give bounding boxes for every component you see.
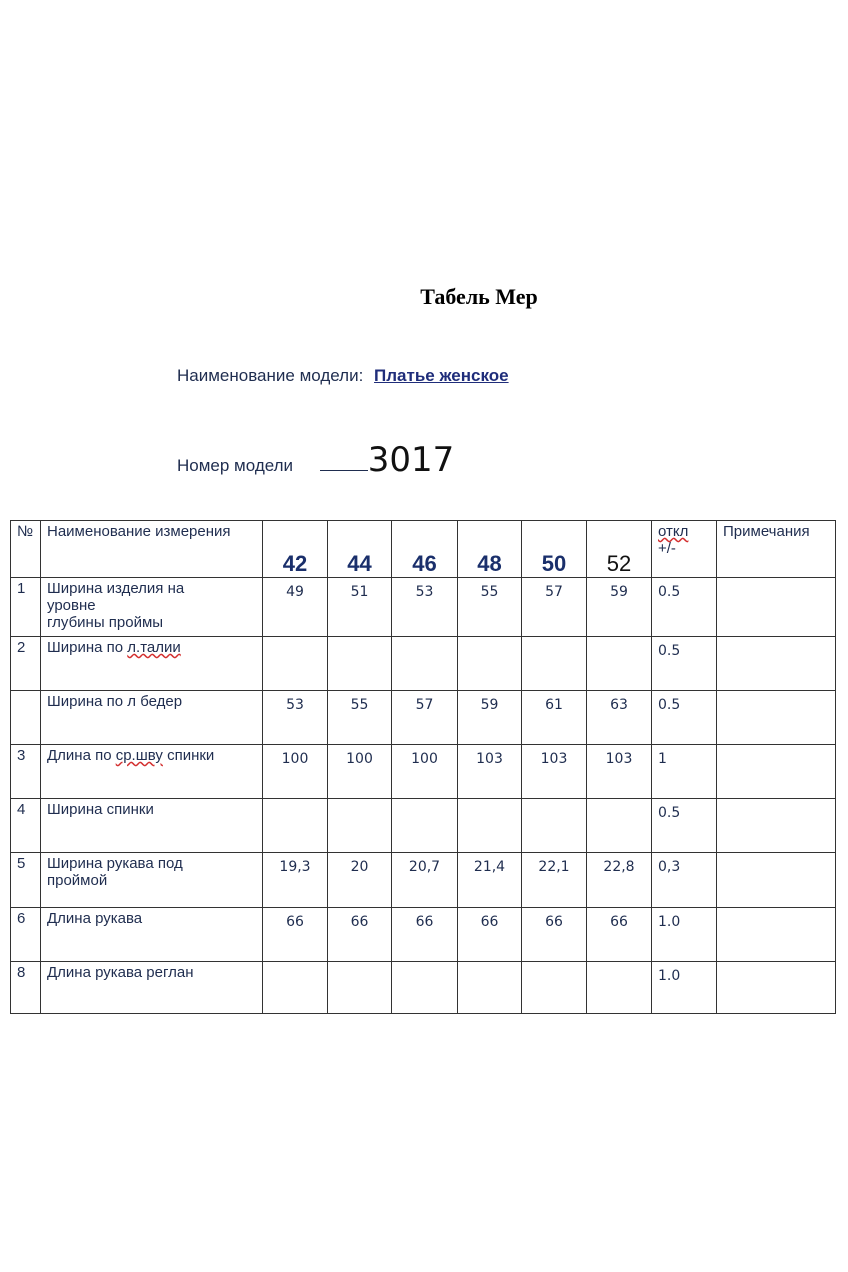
model-name-label: Наименование модели: xyxy=(177,366,364,385)
value-cell: 53 xyxy=(263,691,328,745)
value-cell xyxy=(263,799,328,853)
table-header-row xyxy=(11,521,836,578)
value-cell: 103 xyxy=(522,745,587,799)
tolerance-cell: 0.5 xyxy=(652,578,717,637)
header-no: № xyxy=(11,521,41,578)
notes-cell xyxy=(717,745,836,799)
value-cell: 66 xyxy=(328,908,392,962)
row-name: Длина рукава xyxy=(41,908,263,962)
row-name-spellcheck: л.талии xyxy=(127,639,181,656)
notes-cell xyxy=(717,578,836,637)
value-cell: 66 xyxy=(392,908,458,962)
header-size-44: 44 xyxy=(328,521,392,578)
tolerance-cell: 0.5 xyxy=(652,799,717,853)
model-name-line xyxy=(177,366,509,386)
row-name xyxy=(41,637,263,691)
value-cell: 61 xyxy=(522,691,587,745)
value-cell: 100 xyxy=(263,745,328,799)
row-name-line: Ширина изделия на xyxy=(47,580,185,597)
header-size-50: 50 xyxy=(522,521,587,578)
value-cell xyxy=(522,637,587,691)
value-cell: 51 xyxy=(328,578,392,637)
value-cell xyxy=(458,637,522,691)
value-cell xyxy=(392,799,458,853)
value-cell: 103 xyxy=(587,745,652,799)
tolerance-cell: 1 xyxy=(652,745,717,799)
table-row xyxy=(11,908,836,962)
value-cell xyxy=(587,962,652,1014)
tolerance-cell: 0.5 xyxy=(652,637,717,691)
value-cell: 66 xyxy=(587,908,652,962)
value-cell: 55 xyxy=(458,578,522,637)
value-cell: 22,8 xyxy=(587,853,652,908)
row-name-part: спинки xyxy=(162,747,215,764)
value-cell: 59 xyxy=(587,578,652,637)
row-name-spellcheck: ср.шву xyxy=(115,747,163,764)
row-name xyxy=(41,853,263,908)
value-cell: 66 xyxy=(263,908,328,962)
header-tolerance-line2: +/- xyxy=(658,540,676,557)
value-cell: 103 xyxy=(458,745,522,799)
value-cell: 55 xyxy=(328,691,392,745)
model-number-blank-line xyxy=(320,448,368,471)
row-name-line: глубины проймы xyxy=(47,614,164,631)
notes-cell xyxy=(717,691,836,745)
value-cell: 21,4 xyxy=(458,853,522,908)
value-cell: 66 xyxy=(522,908,587,962)
value-cell: 19,3 xyxy=(263,853,328,908)
value-cell: 59 xyxy=(458,691,522,745)
header-tolerance-line1: откл xyxy=(658,523,689,540)
value-cell xyxy=(328,637,392,691)
value-cell xyxy=(587,637,652,691)
row-no: 2 xyxy=(11,637,41,691)
row-name: Ширина спинки xyxy=(41,799,263,853)
row-no: 8 xyxy=(11,962,41,1014)
value-cell: 66 xyxy=(458,908,522,962)
model-number-value: 3017 xyxy=(367,440,455,480)
row-no: 5 xyxy=(11,853,41,908)
value-cell: 22,1 xyxy=(522,853,587,908)
row-name: Длина рукава реглан xyxy=(41,962,263,1014)
value-cell: 100 xyxy=(328,745,392,799)
tolerance-cell: 0.5 xyxy=(652,691,717,745)
measurements-table xyxy=(10,520,836,1014)
value-cell: 57 xyxy=(392,691,458,745)
value-cell: 57 xyxy=(522,578,587,637)
table-row xyxy=(11,853,836,908)
model-number-label: Номер модели xyxy=(177,456,294,475)
notes-cell xyxy=(717,962,836,1014)
header-size-52: 52 xyxy=(587,521,652,578)
value-cell xyxy=(328,962,392,1014)
row-name: Ширина по л бедер xyxy=(41,691,263,745)
table-row xyxy=(11,799,836,853)
notes-cell xyxy=(717,799,836,853)
row-name-line: уровне xyxy=(47,597,96,614)
value-cell xyxy=(328,799,392,853)
row-no: 4 xyxy=(11,799,41,853)
row-name-part: Ширина по xyxy=(47,639,128,656)
table-row xyxy=(11,637,836,691)
row-no xyxy=(11,691,41,745)
table-row xyxy=(11,691,836,745)
value-cell xyxy=(392,637,458,691)
value-cell: 49 xyxy=(263,578,328,637)
value-cell xyxy=(587,799,652,853)
row-no: 1 xyxy=(11,578,41,637)
table-row xyxy=(11,962,836,1014)
header-name: Наименование измерения xyxy=(41,521,263,578)
header-notes: Примечания xyxy=(717,521,836,578)
notes-cell xyxy=(717,908,836,962)
value-cell xyxy=(522,962,587,1014)
document-title: Табель Мер xyxy=(420,284,538,309)
value-cell xyxy=(263,962,328,1014)
header-tolerance xyxy=(652,521,717,578)
table-row xyxy=(11,578,836,637)
value-cell: 53 xyxy=(392,578,458,637)
value-cell xyxy=(522,799,587,853)
value-cell: 63 xyxy=(587,691,652,745)
row-no: 6 xyxy=(11,908,41,962)
value-cell: 20 xyxy=(328,853,392,908)
value-cell xyxy=(458,962,522,1014)
row-name-line: проймой xyxy=(47,872,108,889)
value-cell xyxy=(263,637,328,691)
model-number-line xyxy=(177,440,454,480)
row-name xyxy=(41,745,263,799)
value-cell: 100 xyxy=(392,745,458,799)
value-cell: 20,7 xyxy=(392,853,458,908)
notes-cell xyxy=(717,853,836,908)
row-name-line: Ширина рукава под xyxy=(47,855,183,872)
notes-cell xyxy=(717,637,836,691)
tolerance-cell: 1.0 xyxy=(652,962,717,1014)
header-size-42: 42 xyxy=(263,521,328,578)
table-row xyxy=(11,745,836,799)
row-no: 3 xyxy=(11,745,41,799)
header-size-48: 48 xyxy=(458,521,522,578)
value-cell xyxy=(458,799,522,853)
tolerance-cell: 0,3 xyxy=(652,853,717,908)
row-name-part: Длина по xyxy=(47,747,116,764)
model-name-value: Платье женское xyxy=(374,366,509,385)
tolerance-cell: 1.0 xyxy=(652,908,717,962)
header-size-46: 46 xyxy=(392,521,458,578)
value-cell xyxy=(392,962,458,1014)
row-name xyxy=(41,578,263,637)
